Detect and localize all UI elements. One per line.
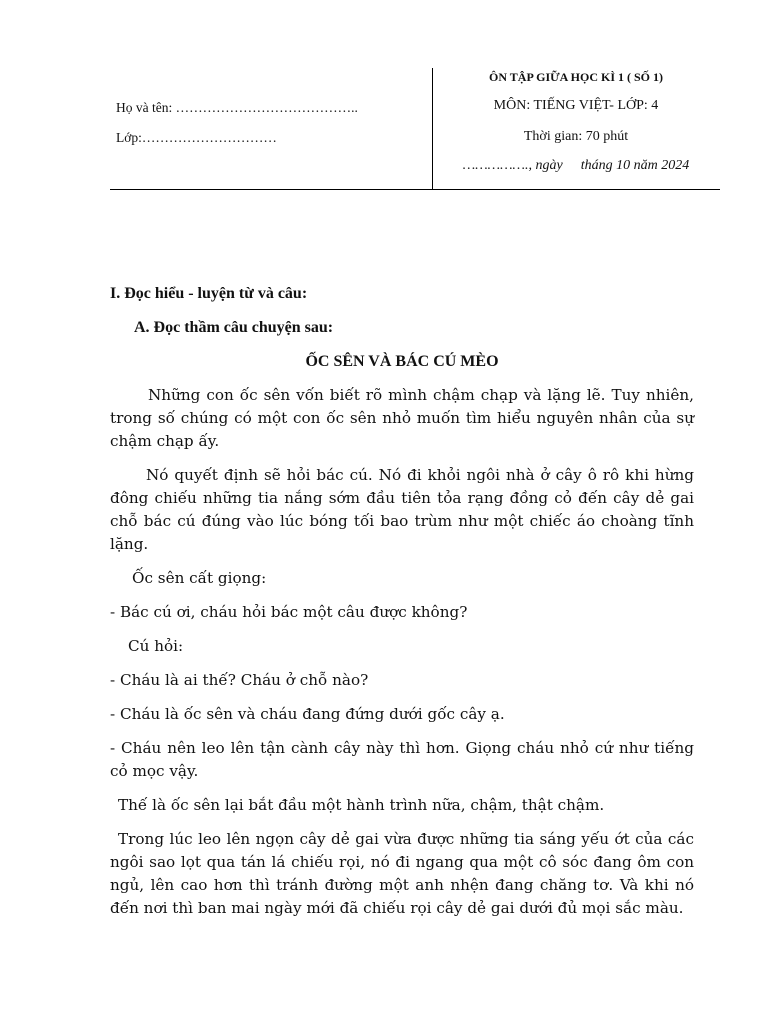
- section-heading: I. Đọc hiểu - luyện từ và câu:: [110, 285, 308, 302]
- story-title: ỐC SÊN VÀ BÁC CÚ MÈO: [305, 353, 499, 370]
- dialogue-line: - Cháu là ốc sên và cháu đang đứng dưới gốc cây ạ.: [110, 705, 505, 723]
- date-rest: tháng 10 năm 2024: [580, 158, 690, 173]
- dialogue-line: - Cháu là ai thế? Cháu ở chỗ nào?: [110, 671, 369, 689]
- exam-title: ÔN TẬP GIỮA HỌC KÌ 1 ( SỐ 1): [488, 70, 664, 84]
- paragraph: Ốc sên cất giọng:: [132, 569, 267, 587]
- exam-date: [432, 158, 720, 174]
- paragraph: Nó quyết định sẽ hỏi bác cú. Nó đi khỏi ngôi nhà ở cây ô rô khi hừng đông chiếu những tia nắng sớm đầu tiên tỏa rạng đồng cỏ đến cây dẻ gai chỗ bác cú đúng vào lúc bóng tối bao trùm như một chiếc áo choàng tĩnh lặng.: [110, 466, 694, 553]
- exam-subject: MÔN: TIẾNG VIỆT- LỚP: 4: [493, 98, 659, 113]
- exam-time: Thời gian: 70 phút: [523, 129, 629, 144]
- student-class-line: Lớp:…………………………: [116, 130, 277, 145]
- dialogue-line: - Cháu nên leo lên tận cành cây này thì hơn. Giọng cháu nhỏ cứ như tiếng cỏ mọc vậy.: [110, 739, 694, 780]
- paragraph: Thế là ốc sên lại bắt đầu một hành trình nữa, chậm, thật chậm.: [118, 796, 605, 814]
- header-rule: [110, 189, 720, 190]
- paragraph: Trong lúc leo lên ngọn cây dẻ gai vừa được những tia sáng yếu ớt của các ngôi sao lọt qua tán lá chiếu rọi, nó đi ngang qua một cô sóc đang ôm con ngủ, lên cao hơn thì tránh đường một anh nhện đang chăng tơ. Và khi nó đến nơi thì ban mai ngày mới đã chiếu rọi cây dẻ gai dưới đủ mọi sắc màu.: [110, 830, 694, 917]
- document-header: [110, 68, 720, 190]
- document-body: [110, 282, 694, 931]
- paragraph: Những con ốc sên vốn biết rõ mình chậm chạp và lặng lẽ. Tuy nhiên, trong số chúng có một con ốc sên nhỏ muốn tìm hiểu nguyên nhân của sự chậm chạp ấy.: [110, 386, 694, 450]
- subsection-heading: A. Đọc thầm câu chuyện sau:: [134, 319, 334, 336]
- student-name-line: Họ và tên: …………………………………..: [116, 100, 358, 115]
- paragraph: Cú hỏi:: [128, 637, 184, 655]
- dialogue-line: - Bác cú ơi, cháu hỏi bác một câu được không?: [110, 603, 468, 621]
- date-place: ……………., ngày: [462, 158, 563, 173]
